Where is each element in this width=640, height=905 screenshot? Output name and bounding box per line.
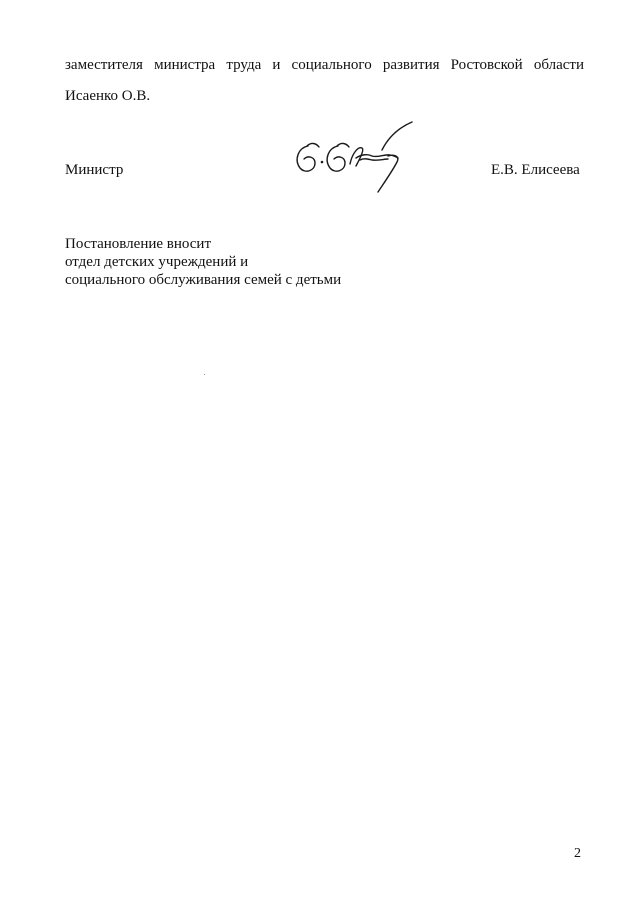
handwritten-signature (292, 118, 422, 210)
position-title: Министр (65, 162, 124, 178)
scan-speck (204, 374, 205, 375)
page-number: 2 (574, 846, 581, 861)
submitted-by-line-1: Постановление вносит (65, 236, 212, 252)
continuation-line-2: Исаенко О.В. (65, 88, 151, 104)
submitted-by-line-2: отдел детских учреждений и (65, 254, 249, 270)
continuation-line-1: заместителя министра труда и социального развития Ростовской области (65, 57, 584, 73)
submitted-by-line-3: социального обслуживания семей с детьми (65, 272, 342, 288)
signatory-name: Е.В. Елисеева (491, 162, 580, 178)
